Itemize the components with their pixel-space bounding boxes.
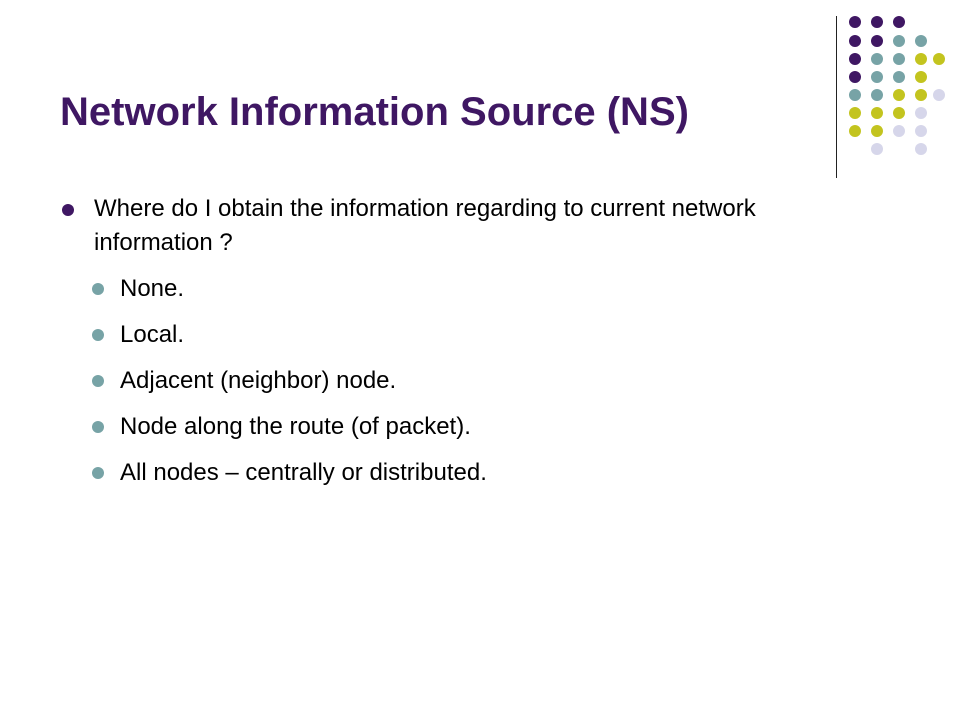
slide-title: Network Information Source (NS)	[60, 90, 689, 134]
decorative-dot	[849, 35, 861, 47]
sub-bullet-item	[106, 366, 820, 412]
sub-bullet-text: None.	[120, 275, 185, 302]
decorative-dot	[849, 53, 861, 65]
decorative-dot	[849, 89, 861, 101]
sub-bullet-text: Adjacent (neighbor) node.	[120, 367, 397, 394]
decorative-dot	[893, 89, 905, 101]
decorative-dot	[933, 89, 945, 101]
sub-bullet-dot-icon	[92, 421, 104, 433]
sub-bullet-text: All nodes – centrally or distributed.	[120, 459, 487, 486]
decorative-dot	[915, 107, 927, 119]
sub-bullet-item	[106, 458, 820, 504]
decorative-dot	[871, 16, 883, 28]
decorative-dot	[915, 89, 927, 101]
sub-bullet-item	[106, 320, 820, 366]
decorative-dot	[915, 143, 927, 155]
decorative-dot	[893, 107, 905, 119]
decorative-dot	[893, 125, 905, 137]
decorative-dot	[849, 71, 861, 83]
sub-bullet-dot-icon	[92, 329, 104, 341]
decorative-dot	[871, 71, 883, 83]
decorative-dot	[915, 125, 927, 137]
decorative-dot	[849, 107, 861, 119]
decorative-divider-line	[836, 16, 837, 178]
bullet-item	[60, 192, 820, 260]
sub-bullet-dot-icon	[92, 375, 104, 387]
decorative-dot	[871, 107, 883, 119]
bullet-text: Where do I obtain the information regarding to current network information ?	[94, 195, 756, 256]
decorative-dot	[893, 35, 905, 47]
bullet-dot-icon	[62, 204, 74, 216]
decorative-dot	[871, 125, 883, 137]
sub-bullet-text: Local.	[120, 321, 185, 348]
slide-body	[60, 192, 820, 504]
sub-bullet-dot-icon	[92, 283, 104, 295]
sub-bullet-dot-icon	[92, 467, 104, 479]
decorative-dot	[871, 143, 883, 155]
decorative-dot	[849, 16, 861, 28]
decorative-dot	[915, 71, 927, 83]
decorative-dot	[849, 125, 861, 137]
decorative-dot	[893, 71, 905, 83]
decorative-dot	[893, 53, 905, 65]
decorative-dot	[871, 89, 883, 101]
decorative-dot	[871, 53, 883, 65]
decorative-dot	[893, 16, 905, 28]
sub-bullet-item	[106, 412, 820, 458]
decorative-dot	[915, 53, 927, 65]
decorative-dot	[915, 35, 927, 47]
decorative-dot	[871, 35, 883, 47]
decorative-dot	[933, 53, 945, 65]
sub-bullet-text: Node along the route (of packet).	[120, 413, 471, 440]
sub-bullet-list	[60, 274, 820, 504]
sub-bullet-item	[106, 274, 820, 320]
